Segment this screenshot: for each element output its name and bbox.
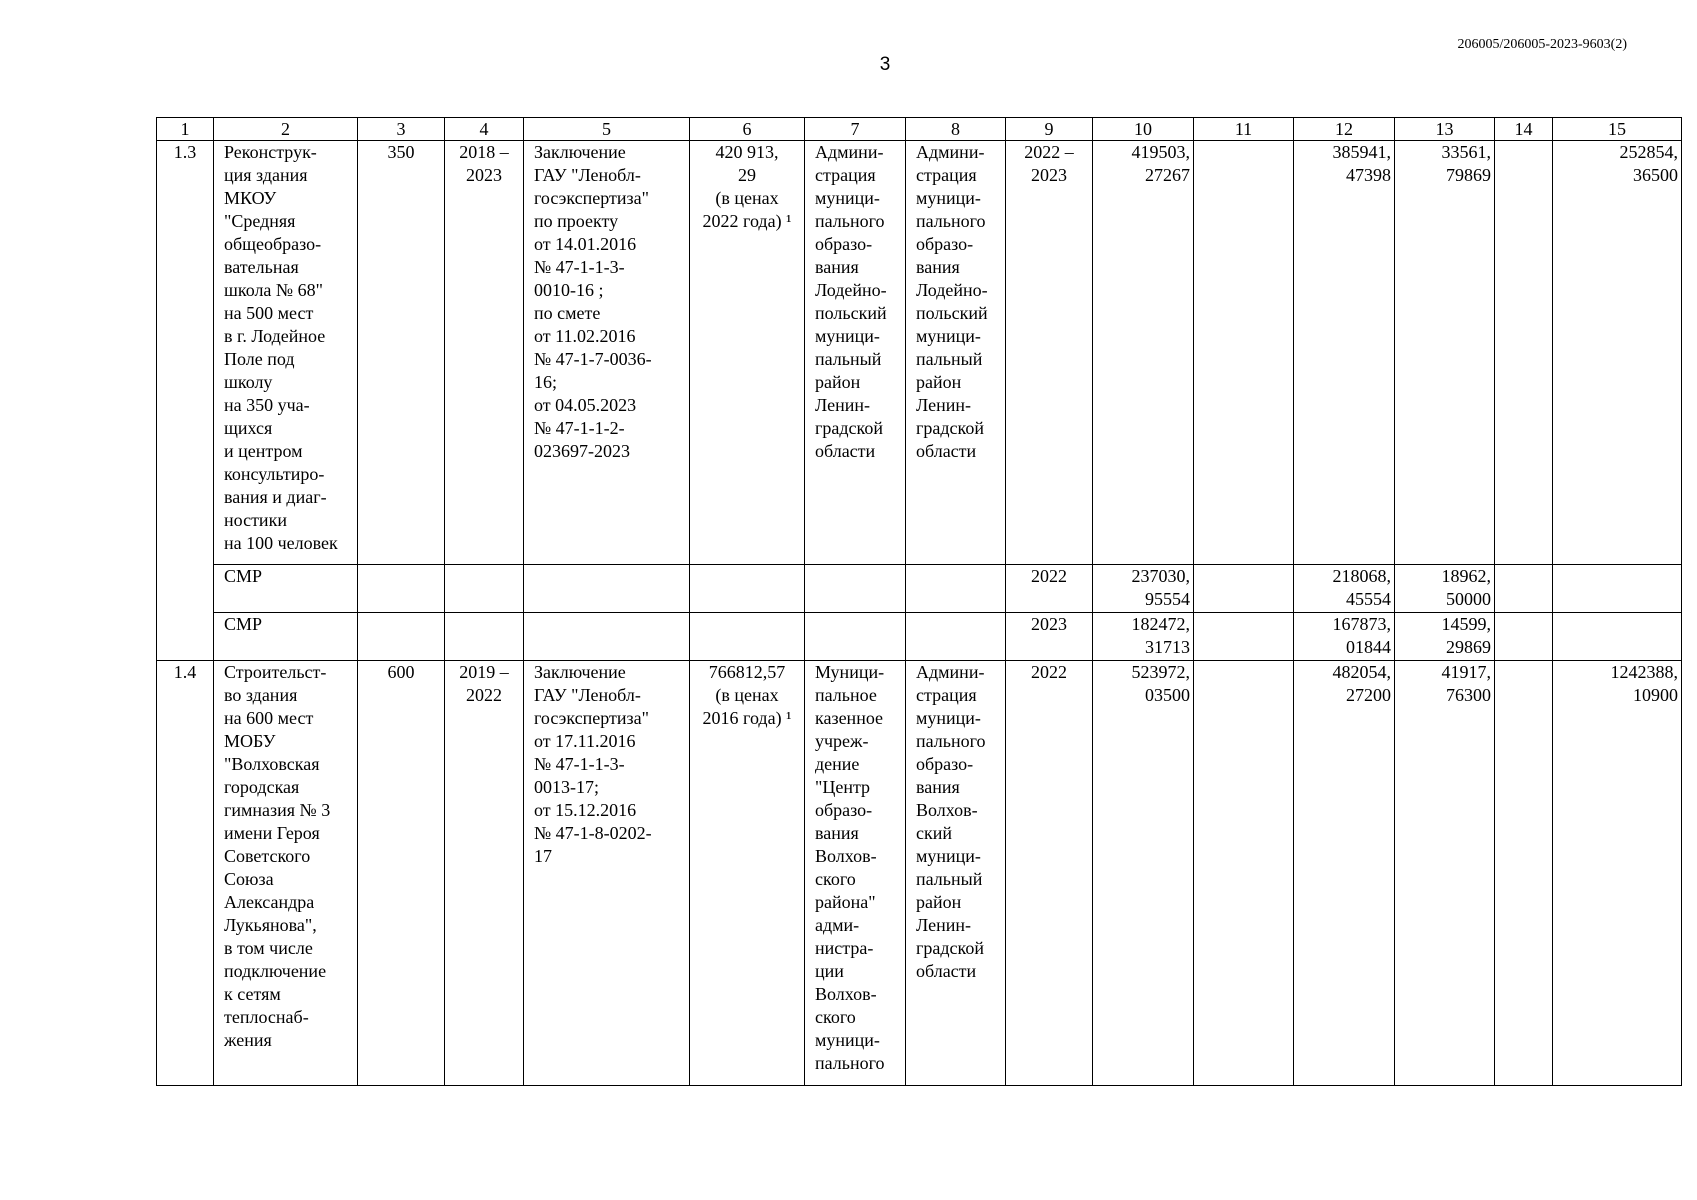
financing-year: 2023	[1006, 613, 1093, 661]
empty-cell	[690, 565, 805, 613]
col-10-value: 237030, 95554	[1093, 565, 1194, 613]
empty-cell	[1553, 613, 1682, 661]
financing-year: 2022	[1006, 661, 1093, 1086]
construction-period: 2019 – 2022	[445, 661, 524, 1086]
col-10-value: 182472, 31713	[1093, 613, 1194, 661]
empty-cell	[1495, 565, 1553, 613]
empty-cell	[358, 565, 445, 613]
estimated-cost: 420 913, 29 (в ценах 2022 года) ¹	[690, 141, 805, 565]
object-name: Реконструк- ция здания МКОУ "Средняя общеобразо- вательная школа № 68" на 500 мест в г. Лодейное Поле под школу на 350 уча- щихся и центром консультиро- вания и диаг- ностики на 100 человек	[214, 141, 358, 565]
subsidy-recipient: Админи- страция муници- пального образо- вания Лодейно- польский муници- пальный район Ленин- градской области	[906, 141, 1006, 565]
objects-table	[156, 117, 1682, 1086]
empty-cell	[1553, 565, 1682, 613]
empty-cell	[358, 613, 445, 661]
column-number: 7	[805, 118, 906, 141]
col-12-value: 167873, 01844	[1294, 613, 1395, 661]
col-11-value	[1194, 141, 1294, 565]
col-15-value: 252854, 36500	[1553, 141, 1682, 565]
row-number: 1.3	[157, 141, 214, 661]
column-number: 14	[1495, 118, 1553, 141]
col-13-value: 41917, 76300	[1395, 661, 1495, 1086]
empty-cell	[906, 613, 1006, 661]
col-14-value	[1495, 661, 1553, 1086]
object-name: СМР	[214, 613, 358, 661]
object-name: СМР	[214, 565, 358, 613]
state-customer: Админи- страция муници- пального образо- вания Лодейно- польский муници- пальный район Ленин- градской области	[805, 141, 906, 565]
column-number: 8	[906, 118, 1006, 141]
col-10-value: 419503, 27267	[1093, 141, 1194, 565]
empty-cell	[524, 565, 690, 613]
col-13-value: 33561, 79869	[1395, 141, 1495, 565]
column-number: 6	[690, 118, 805, 141]
column-number: 9	[1006, 118, 1093, 141]
estimated-cost: 766812,57 (в ценах 2016 года) ¹	[690, 661, 805, 1086]
empty-cell	[805, 613, 906, 661]
col-11-value	[1194, 661, 1294, 1086]
empty-cell	[690, 613, 805, 661]
column-number: 4	[445, 118, 524, 141]
col-15-value: 1242388, 10900	[1553, 661, 1682, 1086]
document-id: 206005/206005-2023-9603(2)	[1457, 37, 1627, 52]
col-12-value: 482054, 27200	[1294, 661, 1395, 1086]
empty-cell	[524, 613, 690, 661]
col-14-value	[1495, 141, 1553, 565]
empty-cell	[1495, 613, 1553, 661]
construction-period: 2018 – 2023	[445, 141, 524, 565]
column-number: 2	[214, 118, 358, 141]
column-number: 5	[524, 118, 690, 141]
subsidy-recipient: Админи- страция муници- пального образо- вания Волхов- ский муници- пальный район Ленин- градской области	[906, 661, 1006, 1086]
table-row-1-3	[157, 141, 1682, 565]
column-number: 13	[1395, 118, 1495, 141]
capacity: 350	[358, 141, 445, 565]
empty-cell	[1194, 565, 1294, 613]
empty-cell	[805, 565, 906, 613]
table-row-1-3-smr-2023	[157, 613, 1682, 661]
page-number: 3	[879, 54, 891, 75]
capacity: 600	[358, 661, 445, 1086]
column-number: 11	[1194, 118, 1294, 141]
table-row-1-3-smr-2022	[157, 565, 1682, 613]
financing-year: 2022	[1006, 565, 1093, 613]
column-number: 15	[1553, 118, 1682, 141]
col-13-value: 14599, 29869	[1395, 613, 1495, 661]
empty-cell	[445, 613, 524, 661]
empty-cell	[445, 565, 524, 613]
column-number: 1	[157, 118, 214, 141]
state-customer: Муници- пальное казенное учреж- дение "Центр образо- вания Волхов- ского района" адми- нистра- ции Волхов- ского муници- пального	[805, 661, 906, 1086]
col-12-value: 218068, 45554	[1294, 565, 1395, 613]
column-number: 10	[1093, 118, 1194, 141]
financing-year: 2022 – 2023	[1006, 141, 1093, 565]
row-number: 1.4	[157, 661, 214, 1086]
empty-cell	[906, 565, 1006, 613]
col-13-value: 18962, 50000	[1395, 565, 1495, 613]
expertise-conclusion: Заключение ГАУ "Ленобл- госэкспертиза" по проекту от 14.01.2016 № 47-1-1-3- 0010-16 ; по смете от 11.02.2016 № 47-1-7-0036- 16; от 04.05.2023 № 47-1-1-2- 023697-2023	[524, 141, 690, 565]
column-number: 12	[1294, 118, 1395, 141]
empty-cell	[1194, 613, 1294, 661]
expertise-conclusion: Заключение ГАУ "Ленобл- госэкспертиза" от 17.11.2016 № 47-1-1-3- 0013-17; от 15.12.2016 № 47-1-8-0202- 17	[524, 661, 690, 1086]
column-number-row	[157, 118, 1682, 141]
column-number: 3	[358, 118, 445, 141]
col-10-value: 523972, 03500	[1093, 661, 1194, 1086]
table-row-1-4	[157, 661, 1682, 1086]
col-12-value: 385941, 47398	[1294, 141, 1395, 565]
object-name: Строительст- во здания на 600 мест МОБУ "Волховская городская гимназия № 3 имени Героя Советского Союза Александра Лукьянова", в том числе подключение к сетям теплоснаб- жения	[214, 661, 358, 1086]
